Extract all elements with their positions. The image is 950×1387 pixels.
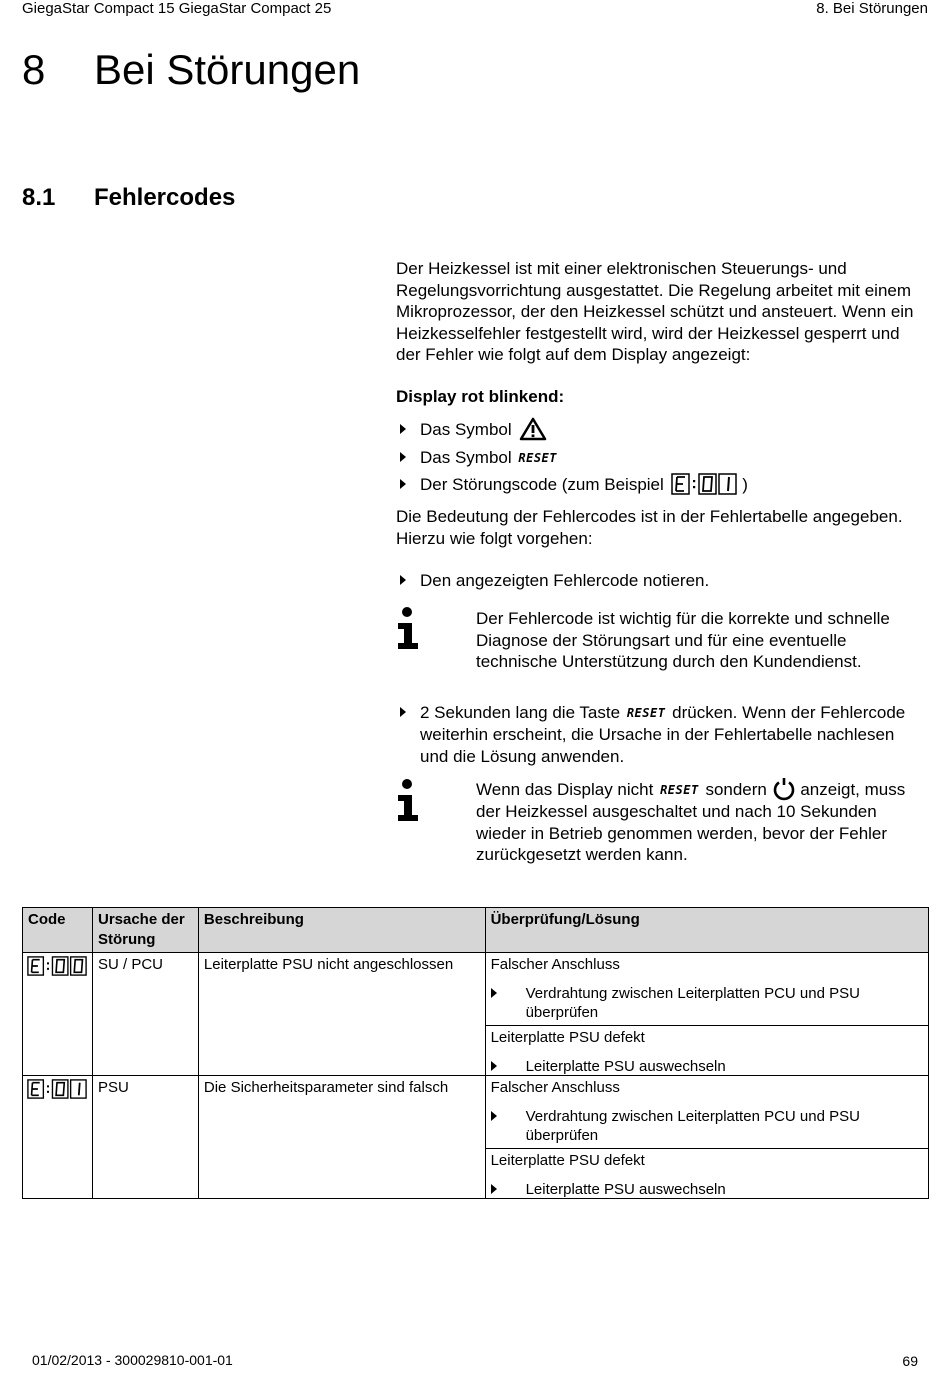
meaning-paragraph [396,506,903,549]
footer-doc-id: 01/02/2013 - 300029810-001-01 [32,1352,233,1368]
table-header: Überprüfung/Lösung [485,908,928,953]
reset-icon: RESET [660,782,699,797]
bullet-triangle-icon [400,707,406,717]
segment-display-icon [27,955,87,977]
cause-text: PSU [97,1079,129,1096]
bullet-triangle-icon [400,424,406,434]
solution-action [491,984,923,1022]
info-note-2 [476,779,905,866]
table-header: Beschreibung [198,908,485,953]
solution-block [486,1076,928,1149]
note-line: technische Unterstützung durch den Kundendienst. [476,652,862,671]
intro-line: Regelungsvorrichtung ausgestattet. Die Regelung arbeitet mit einem [396,280,912,300]
step-text: 2 Sekunden lang die Taste [420,703,621,722]
cause-cell [92,1076,198,1199]
step-text: Den angezeigten Fehlercode notieren. [420,571,710,590]
description-text: Die Sicherheitsparameter sind falsch [203,1079,449,1096]
reset-icon: RESET [626,705,666,720]
intro-line: der Fehler wie folgt auf dem Display angezeigt: [396,345,751,364]
solution-action-text: Leiterplatte PSU auswechseln [525,1058,726,1075]
chapter-title [22,44,360,96]
chapter-title-text: Bei Störungen [94,46,361,93]
solution-action [491,1057,923,1076]
segment-display-icon [671,473,737,495]
solution-title: Leiterplatte PSU defekt [490,1152,645,1169]
bullet-text: Das Symbol [420,420,512,439]
note-text: anzeigt, muss [800,780,906,799]
solution-action-text: Verdrahtung zwischen Leiterplatten PCU und PSU überprüfen [525,985,860,1021]
code-cell [23,953,93,1076]
meaning-line: Die Bedeutung der Fehlercodes ist in der Fehlertabelle angegeben. [396,507,903,526]
description-text: Leiterplatte PSU nicht angeschlossen [203,956,454,973]
note-text: sondern [705,780,767,799]
code-cell [23,1076,93,1199]
intro-paragraph [396,258,914,366]
solution-title: Falscher Anschluss [490,956,620,973]
solution-cell [485,953,928,1076]
bullet-triangle-icon [491,1061,497,1071]
solution-action-text: Leiterplatte PSU auswechseln [525,1181,726,1198]
bullet-triangle-icon [400,479,406,489]
intro-line: Heizkesselfehler festgestellt wird, wird der Heizkessel gesperrt und [396,323,900,343]
solution-block [486,1149,928,1198]
meaning-line: Hierzu wie folgt vorgehen: [396,528,593,548]
display-heading: Display rot blinkend: [396,387,565,406]
note-line: wieder in Betrieb genommen werden, bevor der Fehler [476,823,888,843]
running-header-left: GiegaStar Compact 15 GiegaStar Compact 25 [22,0,332,17]
note-line: Diagnose der Störungsart und für eine eventuelle [476,630,847,650]
running-header-right: 8. Bei Störungen [816,0,928,17]
solution-block [486,1026,928,1075]
bullet-triangle-icon [491,1111,497,1121]
section-number: 8.1 [22,184,56,211]
bullet-text: Der Störungscode (zum Beispiel [420,475,664,494]
info-note-1 [476,608,890,673]
warning-triangle-icon [519,417,547,441]
table-header-row [23,908,929,953]
page-number: 69 [902,1353,918,1369]
table-header: Code [23,908,93,953]
intro-line: Mikroprozessor, der den Heizkessel schützt und ansteuert. Wenn ein [396,302,914,321]
solution-title: Leiterplatte PSU defekt [490,1029,645,1046]
bullet-triangle-icon [400,575,406,585]
info-icon [396,607,422,653]
bullet-text-suffix: ) [742,475,748,494]
step-text: weiterhin erscheint, die Ursache in der Fehlertabelle nachlesen [420,725,895,745]
segment-display-icon [27,1078,87,1100]
description-cell [198,1076,485,1199]
solution-cell [485,1076,928,1199]
note-line: der Heizkessel ausgeschaltet und nach 10 Sekunden [476,802,877,822]
cause-text: SU / PCU [97,956,163,973]
table-row [23,953,929,1076]
step-text: und die Lösung anwenden. [420,746,625,766]
bullet-triangle-icon [491,988,497,998]
info-icon [396,779,422,825]
cause-cell [92,953,198,1076]
reset-icon: RESET [518,451,557,466]
solution-action [491,1180,923,1199]
section-title [22,183,235,213]
intro-line: Der Heizkessel ist mit einer elektronischen Steuerungs- und [396,259,847,278]
error-code-table [22,907,929,1199]
bullet-text: Das Symbol [420,448,512,467]
table-header: Ursache der Störung [92,908,198,953]
solution-block [486,953,928,1026]
step-text: drücken. Wenn der Fehlercode [672,703,906,722]
solution-action [491,1107,923,1145]
solution-action-text: Verdrahtung zwischen Leiterplatten PCU und PSU überprüfen [525,1108,860,1144]
note-line: zurückgesetzt werden kann. [476,845,688,865]
section-title-text: Fehlercodes [94,184,236,211]
power-standby-icon [772,777,796,801]
chapter-number: 8 [22,46,46,93]
solution-title: Falscher Anschluss [490,1079,620,1096]
bullet-triangle-icon [491,1184,497,1194]
table-row [23,1076,929,1199]
note-line: Der Fehlercode ist wichtig für die korrekte und schnelle [476,609,890,628]
note-text: Wenn das Display nicht [476,780,654,799]
description-cell [198,953,485,1076]
bullet-triangle-icon [400,452,406,462]
